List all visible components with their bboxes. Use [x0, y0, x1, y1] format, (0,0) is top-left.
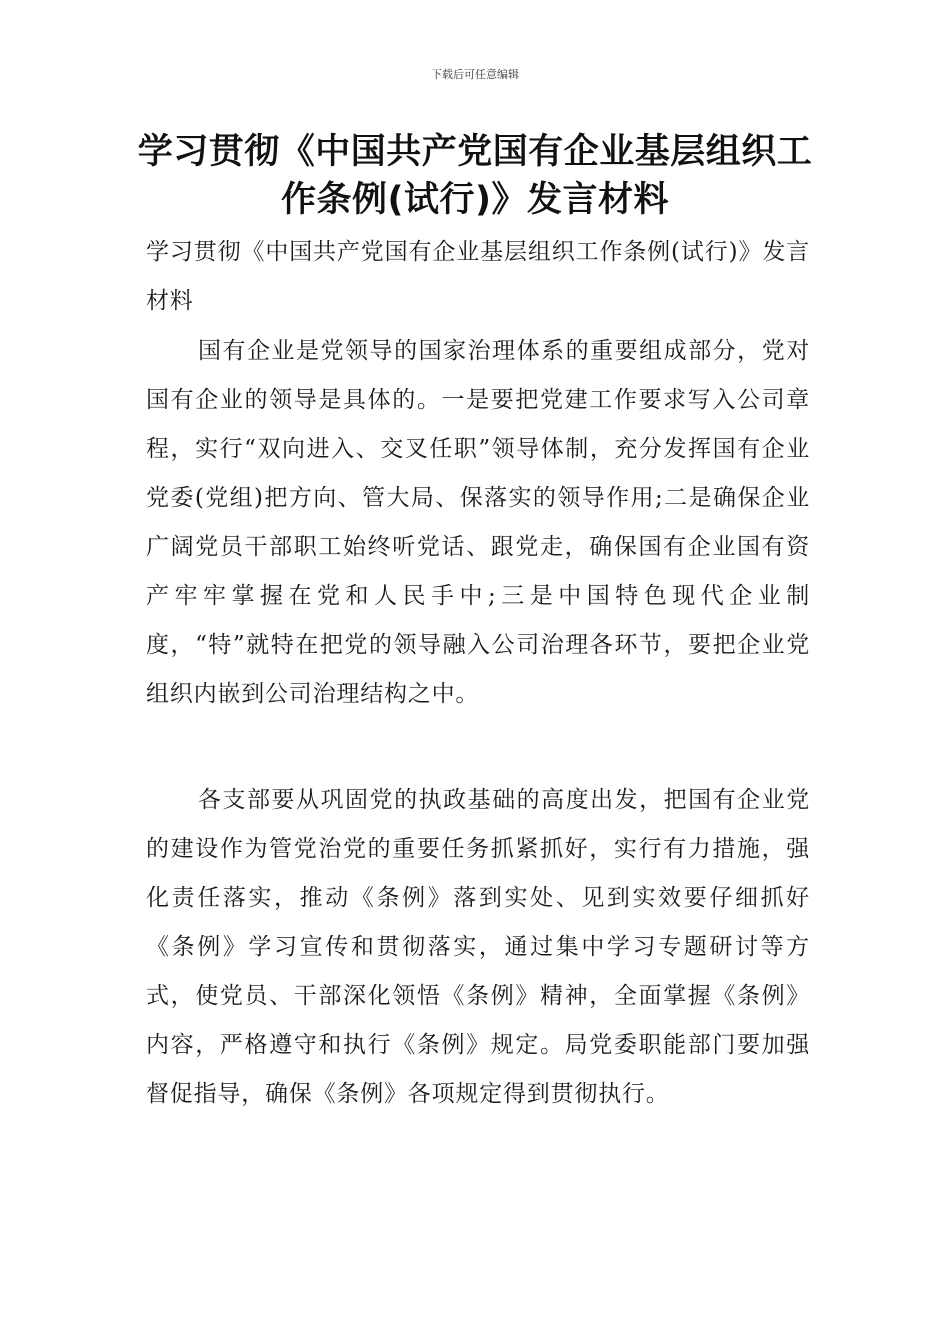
paragraph-2: 各支部要从巩固党的执政基础的高度出发，把国有企业党的建设作为管党治党的重要任务抓紧抓好，实行有力措施，强化责任落实，推动《条例》落到实处、见到实效要仔细抓好《条例》学习宣传和贯彻落实，通过集中学习专题研讨等方式，使党员、干部深化领悟《条例》精神，全面掌握《条例》内容，严格遵守和执行《条例》规定。局党委职能部门要加强督促指导，确保《条例》各项规定得到贯彻执行。	[146, 787, 810, 1107]
document-title: 学习贯彻《中国共产党国有企业基层组织工作条例(试行)》发言材料	[137, 132, 813, 220]
document-subtitle: 学习贯彻《中国共产党国有企业基层组织工作条例(试行)》发言材料	[146, 239, 810, 314]
paragraph-1: 国有企业是党领导的国家治理体系的重要组成部分，党对国有企业的领导是具体的。一是要把党建工作要求写入公司章程，实行“双向进入、交叉任职”领导体制，充分发挥国有企业党委(党组)把方向、管大局、保落实的领导作用;二是确保企业广阔党员干部职工始终听党话、跟党走，确保国有企业国有资产牢牢掌握在党和人民手中;三是中国特色现代企业制度，“特”就特在把党的领导融入公司治理各环节，要把企业党组织内嵌到公司治理结构之中。	[146, 338, 810, 707]
header-note: 下载后可任意编辑	[431, 68, 519, 81]
